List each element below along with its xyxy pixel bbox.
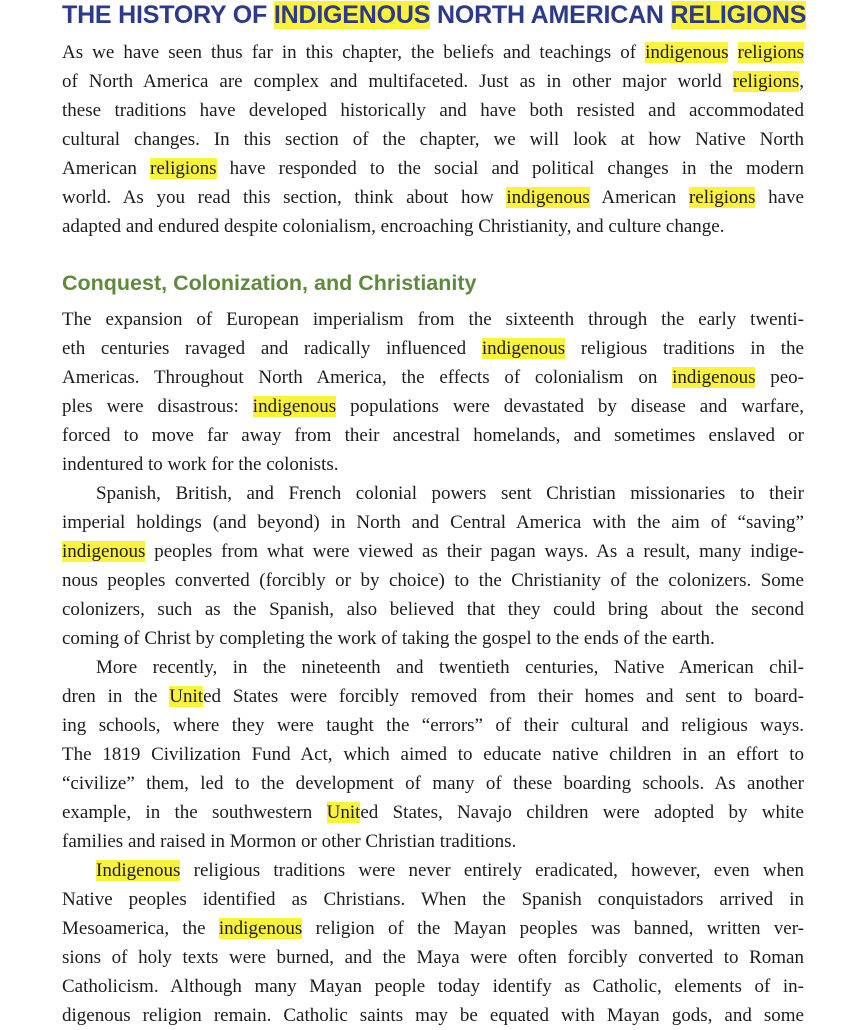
text-line: The 1819 Civilization Fund Act, which aimed to educate native children in an effort to (62, 744, 804, 765)
search-highlight: indigenous (218, 918, 303, 939)
text-line: adapted and endured despite colonialism, encroaching Christianity, and culture change. (62, 216, 725, 237)
search-highlight: indigenous (645, 42, 729, 63)
text-line: cultural changes. In this section of the chapter, we will look at how Native North (62, 129, 804, 150)
heading-highlight: RELIGIONS (670, 1, 807, 29)
text-line: Spanish, British, and French colonial powers sent Christian missionaries to their (96, 483, 804, 504)
text-line: coming of Christ by completing the work of taking the gospel to the ends of the earth. (62, 628, 715, 649)
text-line: American religions have responded to the social and political changes in the modern (62, 158, 804, 179)
text-line: digenous religion remain. Catholic saints may be equated with Mayan gods, and some (62, 1005, 804, 1026)
search-highlight: indigenous (672, 367, 756, 388)
text-line: dren in the United States were forcibly removed from their homes and sent to board- (62, 686, 804, 707)
text-line: As we have seen thus far in this chapter, the beliefs and teachings of indigenous religions (62, 42, 804, 63)
text-line: sions of holy texts were burned, and the Maya were often forcibly converted to Roman (62, 947, 804, 968)
text-line: imperial holdings (and beyond) in North and Central America with the aim of “saving” (62, 512, 804, 533)
search-highlight: religions (737, 42, 804, 63)
text-line: forced to move far away from their ancestral homelands, and sometimes enslaved or (62, 425, 804, 446)
text-line: Americas. Throughout North America, the effects of colonialism on indigenous peo- (62, 367, 804, 388)
text-line: indigenous peoples from what were viewed as their pagan ways. As a result, many indige- (62, 541, 804, 562)
search-highlight: Unit (169, 686, 204, 707)
search-highlight: religions (688, 187, 756, 208)
search-highlight: Unit (326, 802, 361, 823)
search-highlight: indigenous (481, 338, 566, 359)
search-highlight: religions (732, 71, 800, 92)
heading-highlight: INDIGENOUS (273, 1, 431, 29)
search-highlight: indigenous (62, 541, 146, 562)
text-line: The expansion of European imperialism from the sixteenth through the early twenti- (62, 309, 804, 330)
search-highlight: Indigenous (96, 860, 181, 881)
text-line: ples were disastrous: indigenous populations were devastated by disease and warfare, (62, 396, 804, 417)
text-line: More recently, in the nineteenth and twentieth centuries, Native American chil- (96, 657, 804, 678)
text-line: nous peoples converted (forcibly or by choice) to the Christianity of the colonizers. Some (62, 570, 804, 591)
text-line: families and raised in Mormon or other Christian traditions. (62, 831, 517, 852)
subsection-heading: Conquest, Colonization, and Christianity (62, 271, 477, 295)
text-line: of North America are complex and multifaceted. Just as in other major world religions, (62, 71, 804, 92)
heading-part: THE HISTORY OF (62, 1, 274, 29)
search-highlight: indigenous (506, 187, 590, 208)
heading-part: NORTH AMERICAN (430, 1, 671, 29)
search-highlight: indigenous (252, 396, 337, 417)
text-line: Indigenous religious traditions were never entirely eradicated, however, even when (96, 860, 804, 881)
text-line: “civilize” them, led to the development of many of these boarding schools. As another (62, 773, 804, 794)
text-line: world. As you read this section, think about how indigenous American religions have (62, 187, 804, 208)
text-line: eth centuries ravaged and radically influenced indigenous religious traditions in the (62, 338, 804, 359)
search-highlight: religions (150, 158, 217, 179)
text-line: colonizers, such as the Spanish, also believed that they could bring about the second (62, 599, 804, 620)
text-line: indentured to work for the colonists. (62, 454, 339, 475)
text-line: example, in the southwestern United States, Navajo children were adopted by white (62, 802, 804, 823)
text-line: ing schools, where they were taught the “errors” of their cultural and religious ways. (62, 715, 804, 736)
text-line: Native peoples identified as Christians. When the Spanish conquistadors arrived in (62, 889, 804, 910)
section-heading (62, 0, 806, 31)
text-line: Catholicism. Although many Mayan people today identify as Catholic, elements of in- (62, 976, 804, 997)
text-line: these traditions have developed historically and have both resisted and accommodated (62, 100, 804, 121)
text-line: Mesoamerica, the indigenous religion of the Mayan peoples was banned, written ver- (62, 918, 805, 939)
